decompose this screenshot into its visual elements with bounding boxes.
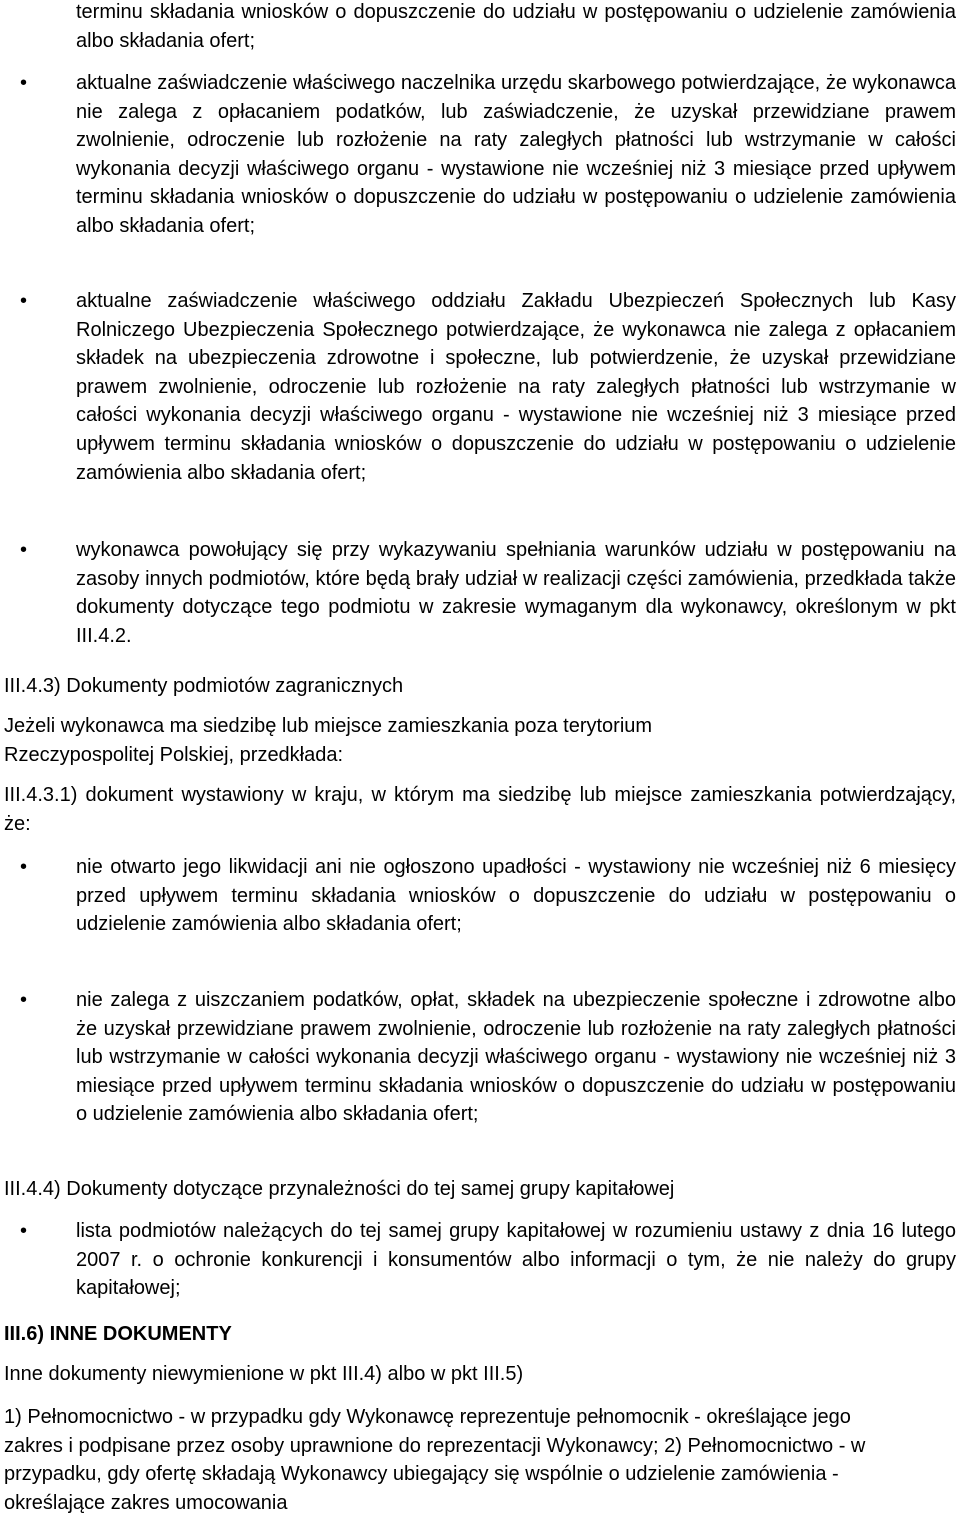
- list-item: [20, 1217, 956, 1303]
- section-heading-3-6: III.6) INNE DOKUMENTY: [4, 1323, 232, 1345]
- list-item-text: wykonawca powołujący się przy wykazywaniu spełniania warunków udziału w postępowaniu na zasoby innych podmiotów, które będą brały udział w realizacji części zamówienia, przedkłada także dokumenty dotyczące tego podmiotu w zakresie wymaganym dla wykonawcy, określonym w pkt III.4.2.: [76, 539, 956, 647]
- list-item-text: aktualne zaświadczenie właściwego oddziału Zakładu Ubezpieczeń Społecznych lub Kasy Rolniczego Ubezpieczenia Społecznego potwierdzające, że wykonawca nie zalega z opłacaniem składek na ubezpieczenia zdrowotne i społeczne, lub potwierdzenie, że uzyskał przewidziane prawem zwolnienie, odroczenie lub rozłożenie na raty zaległych płatności lub wstrzymanie w całości wykonania decyzji właściwego organu - wystawione nie wcześniej niż 3 miesiące przed upływem terminu składania wniosków o dopuszczenie do udziału w postępowaniu o udzielenie zamówienia albo składania ofert;: [76, 290, 956, 484]
- list-item: [20, 853, 956, 986]
- bullet-icon: •: [20, 856, 28, 878]
- list-item-text: lista podmiotów należących do tej samej grupy kapitałowej w rozumieniu ustawy z dnia 16 lutego 2007 r. o ochronie konkurencji i konsumentów albo informacji o tym, że nie należy do grupy kapitałowej;: [76, 1220, 956, 1300]
- bullet-list-a: [0, 69, 956, 650]
- bullet-icon: •: [20, 989, 28, 1011]
- section-intro-4-3: Jeżeli wykonawca ma siedzibę lub miejsce zamieszkania poza terytorium Rzeczypospolitej Polskiej, przedkłada:: [4, 715, 653, 766]
- bullet-list-c: [0, 1217, 956, 1303]
- list-item: [20, 986, 956, 1129]
- list-item: [20, 69, 956, 287]
- bullet-icon: •: [20, 539, 28, 561]
- section-heading-4-3: III.4.3) Dokumenty podmiotów zagranicznych: [4, 675, 404, 697]
- section-4-3-1: III.4.3.1) dokument wystawiony w kraju, w którym ma siedzibę lub miejsce zamieszkania potwierdzający, że:: [4, 784, 956, 835]
- section-heading-4-4: III.4.4) Dokumenty dotyczące przynależności do tej samej grupy kapitałowej: [4, 1178, 675, 1200]
- bullet-icon: •: [20, 290, 28, 312]
- list-item-text: nie zalega z uiszczaniem podatków, opłat, składek na ubezpieczenie społeczne i zdrowotne albo że uzyskał przewidziane prawem zwolnienie, odroczenie lub rozłożenie na raty zaległych płatności lub wstrzymanie w całości wykonania decyzji właściwego organu - wystawiony nie wcześniej niż 3 miesiące przed upływem terminu składania wniosków o dopuszczenie do udziału w postępowaniu o udzielenie zamówienia albo składania ofert;: [76, 989, 956, 1126]
- list-item: [20, 287, 956, 536]
- section-intro-3-6: Inne dokumenty niewymienione w pkt III.4) albo w pkt III.5): [4, 1363, 524, 1385]
- list-item-text: nie otwarto jego likwidacji ani nie ogłoszono upadłości - wystawiony nie wcześniej niż 6 miesięcy przed upływem terminu składania wniosków o dopuszczenie do udziału w postępowaniu o udzielenie zamówienia albo składania ofert;: [76, 856, 956, 936]
- bullet-icon: •: [20, 72, 28, 94]
- section-3-6-text: 1) Pełnomocnictwo - w przypadku gdy Wykonawcę reprezentuje pełnomocnik - określające jego zakres i podpisane przez osoby uprawnione do reprezentacji Wykonawcy; 2) Pełnomocnictwo - w przypadku, gdy ofertę składają Wykonawcy ubiegający się wspólnie o udzielenie zamówienia - określające zakres umocowania: [4, 1406, 866, 1514]
- bullet-list-b: [0, 853, 956, 1129]
- bullet-icon: •: [20, 1220, 28, 1242]
- list-item: [20, 536, 956, 650]
- list-item-text: aktualne zaświadczenie właściwego naczelnika urzędu skarbowego potwierdzające, że wykonawca nie zalega z opłacaniem podatków, lub zaświadczenie, że uzyskał przewidziane prawem zwolnienie, odroczenie lub rozłożenie na raty zaległych płatności lub wstrzymanie w całości wykonania decyzji właściwego organu - wystawione nie wcześniej niż 3 miesiące przed upływem terminu składania wniosków o dopuszczenie do udziału w postępowaniu o udzielenie zamówienia albo składania ofert;: [76, 72, 956, 237]
- intro-continuation: terminu składania wniosków o dopuszczenie do udziału w postępowaniu o udzielenie zamówienia albo składania ofert;: [76, 1, 956, 52]
